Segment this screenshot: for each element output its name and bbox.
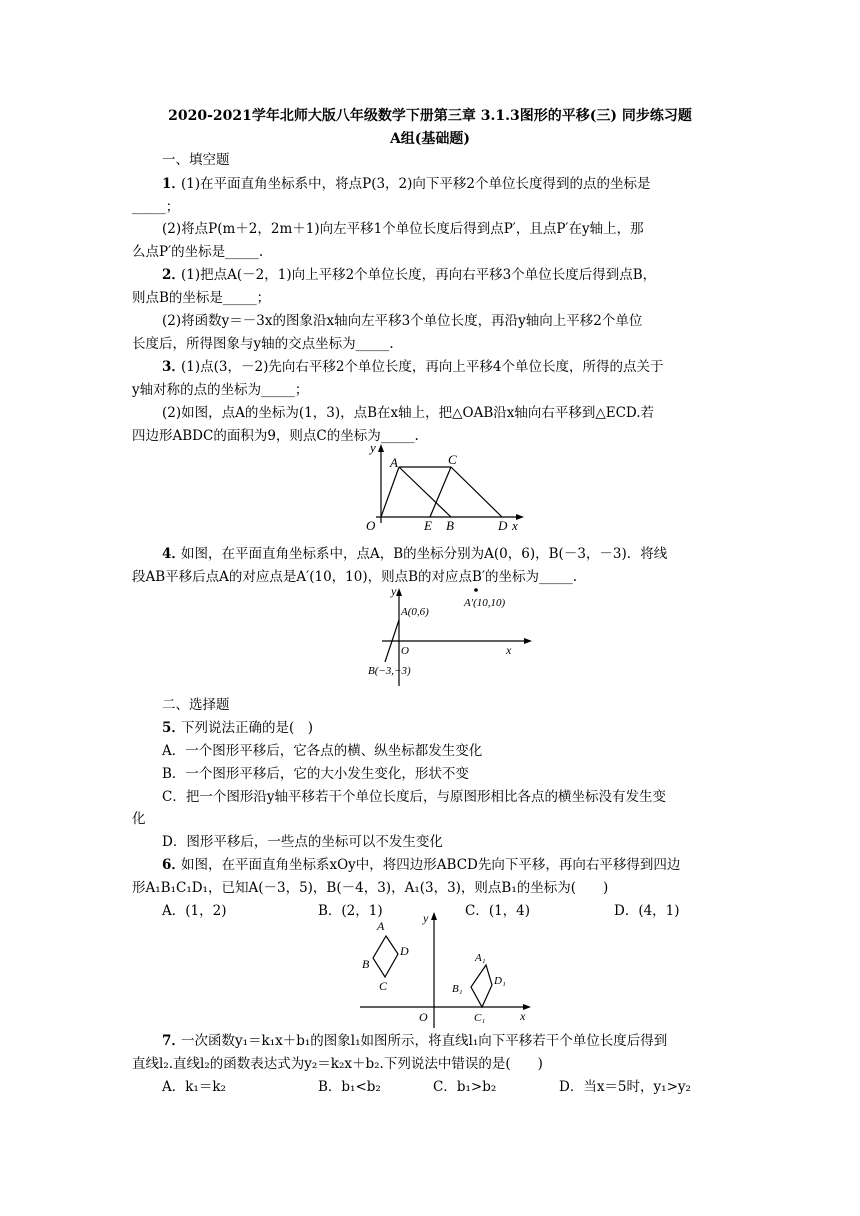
point-label-b: B [362, 957, 370, 971]
section-heading-choice: 二、选择题 [162, 697, 230, 713]
axis-label-x: x [506, 643, 512, 657]
question-6-line2: 形A₁B₁C₁D₁，已知A(－3，5)，B(－4，3)，A₁(3，3)，则点B₁的坐标为( ) [132, 880, 609, 896]
question-6-line1: 如图，在平面直角坐标系xOy中，将四边形ABCD先向下平移，再向右平移得到四边 [181, 857, 681, 873]
figure-translated-triangles [360, 440, 530, 532]
question-7-option-a: A．k₁＝k₂ [162, 1079, 226, 1095]
question-5-option-d: D．图形平移后，一些点的坐标可以不发生变化 [162, 834, 443, 850]
point-label-b1: B₁ [452, 983, 463, 995]
point-label-d1: D₁ [494, 975, 506, 987]
question-7-option-d: D．当x＝5时，y₁>y₂ [559, 1079, 691, 1095]
question-7-line2: 直线l₂.直线l₂的函数表达式为y₂＝k₂x＋b₂.下列说法中错误的是( ) [132, 1056, 543, 1072]
section-heading-fill: 一、填空题 [162, 152, 230, 168]
origin-label: O [366, 518, 376, 532]
axis-label-y: y [391, 584, 397, 598]
question-3-part1-line1: (1)点(3，－2)先向右平移2个单位长度，再向上平移4个单位长度，所得的点关于 [181, 359, 664, 375]
point-label-c: C [379, 979, 388, 993]
point-label-c: C [448, 452, 457, 467]
question-number: 2． [162, 267, 185, 283]
question-5-option-a: A．一个图形平移后，它各点的横、纵坐标都发生变化 [162, 743, 483, 759]
point-a-prime [474, 588, 478, 592]
question-3-part1-line2: y轴对称的点的坐标为_____； [132, 382, 309, 398]
origin-label: O [419, 1010, 428, 1024]
question-number: 3． [162, 359, 185, 375]
question-1-part1-line1: (1)在平面直角坐标系中，将点P(3，2)向下平移2个单位长度得到的点的坐标是 [181, 176, 651, 192]
question-4-line2: 段AB平移后点A的对应点是A′(10，10)，则点B的对应点B′的坐标为_____. [132, 569, 578, 585]
question-number: 6． [162, 857, 185, 873]
question-7-option-c: C．b₁>b₂ [433, 1079, 497, 1095]
question-number: 4． [162, 546, 185, 562]
figure-segment-ab [368, 582, 533, 690]
document-subtitle: A组(基础题) [389, 131, 471, 147]
figure-parallelograms [355, 910, 535, 1030]
question-4-line1: 如图，在平面直角坐标系中，点A，B的坐标分别为A(0，6)，B(－3，－3)．将线 [181, 546, 668, 562]
question-number: 7． [162, 1033, 185, 1049]
point-label-d: D [498, 518, 508, 532]
point-label-a-prime: A′(10,10) [464, 597, 506, 609]
question-2-part2-line1: (2)将函数y＝－3x的图象沿x轴向左平移3个单位长度，再沿y轴向上平移2个单位 [162, 313, 643, 329]
question-2-part2-line2: 长度后，所得图象与y轴的交点坐标为_____. [132, 336, 394, 352]
axis-label-x: x [520, 1009, 526, 1023]
question-1-part2-line1: (2)将点P(m＋2，2m＋1)向左平移1个单位长度后得到点P′，且点P′在y轴上，那 [162, 221, 644, 237]
question-1-part1-line2: _____； [132, 199, 180, 215]
point-label-a: A [390, 455, 398, 470]
point-label-b: B(−3,−3) [368, 665, 411, 677]
point-label-a: A [377, 919, 385, 933]
axis-label-y: y [423, 911, 429, 925]
point-label-b: B [446, 518, 454, 532]
question-5-stem: 下列说法正确的是( ) [181, 720, 314, 736]
question-7-option-b: B．b₁<b₂ [318, 1079, 381, 1095]
question-6-option-b: B．(2，1) [318, 903, 383, 919]
axis-label-y: y [370, 440, 376, 455]
point-label-c1: C₁ [474, 1012, 486, 1024]
question-5-option-b: B．一个图形平移后，它的大小发生变化，形状不变 [162, 766, 469, 782]
question-number: 5． [162, 720, 185, 736]
question-1-part2-line2: 么点P′的坐标是_____. [132, 244, 264, 260]
point-label-e: E [424, 518, 432, 532]
axis-label-x: x [512, 518, 518, 532]
question-5-option-c-line1: C．把一个图形沿y轴平移若干个单位长度后，与原图形相比各点的横坐标没有发生变 [162, 789, 666, 805]
question-2-part1-line1: (1)把点A(－2，1)向上平移2个单位长度，再向右平移3个单位长度后得到点B， [181, 267, 657, 283]
point-label-a: A(0,6) [401, 606, 429, 618]
point-label-d: D [400, 944, 409, 958]
point-label-a1: A₁ [475, 952, 486, 964]
question-5-option-c-line2: 化 [132, 811, 146, 827]
question-3-part2-line1: (2)如图，点A的坐标为(1，3)，点B在x轴上，把△OAB沿x轴向右平移到△ECD.若 [162, 405, 655, 421]
origin-label: O [401, 645, 409, 657]
question-number: 1． [162, 176, 185, 192]
question-2-part1-line2: 则点B的坐标是_____； [132, 290, 271, 306]
question-7-line1: 一次函数y₁＝k₁x＋b₁的图象l₁如图所示，将直线l₁向下平移若干个单位长度后得到 [181, 1033, 668, 1049]
question-6-option-c: C．(1，4) [465, 903, 531, 919]
document-title: 2020-2021学年北师大版八年级数学下册第三章 3.1.3图形的平移(三) 同步练习题 [168, 108, 692, 124]
question-6-option-d: D．(4，1) [614, 903, 680, 919]
question-3-part2-line2: 四边形ABDC的面积为9，则点C的坐标为_____. [132, 428, 419, 444]
question-6-option-a: A．(1，2) [162, 903, 227, 919]
